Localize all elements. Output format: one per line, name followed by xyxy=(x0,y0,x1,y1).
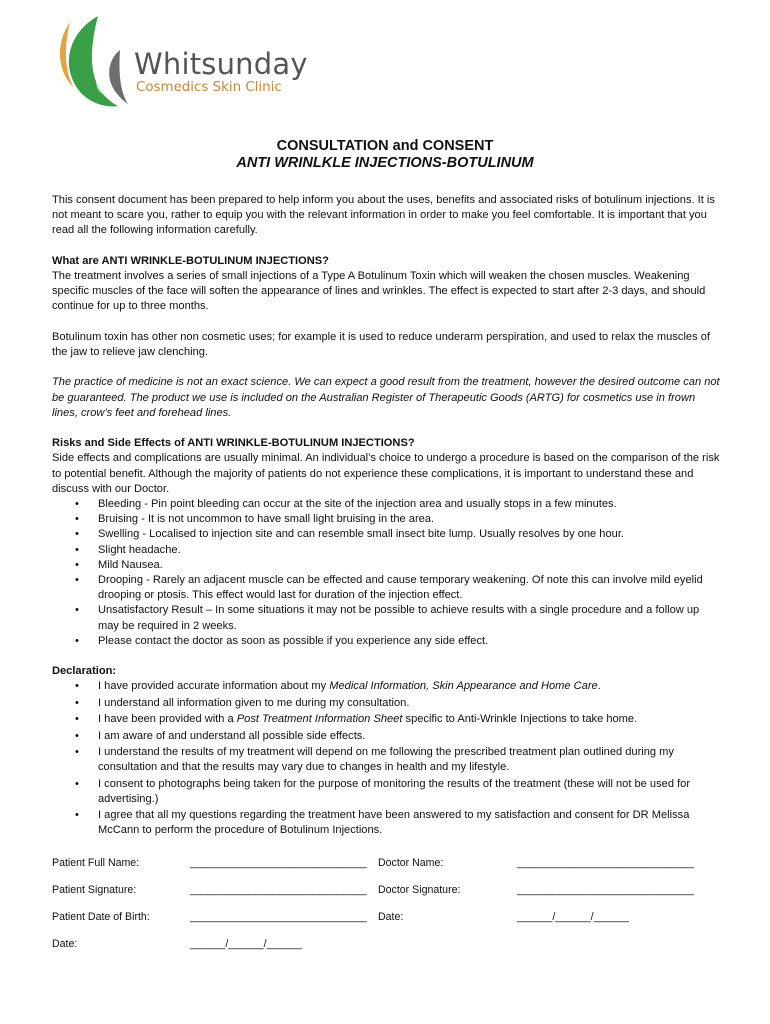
list-item: • I have provided accurate information about my Medical Information, Skin Appearance and Home Care. xyxy=(98,679,722,694)
patient-signature-label: Patient Signature: xyxy=(52,884,137,896)
logo-wordmark: Whitsunday xyxy=(134,47,308,81)
form-row-names xyxy=(52,857,732,871)
intro-paragraph: This consent document has been prepared to help inform you about the uses, benefits and associated risks of botulinum injections. It is not meant to scare you, rather to equip you with the relevant information in order to make you feel comfortable. It is important that you read all the following information carefully. xyxy=(52,194,715,237)
risks-paragraph: Side effects and complications are usually minimal. An individual’s choice to undergo a procedure is based on the comparison of the risk to potential benefit. Although the majority of patients do not experience these complications, it is important to understand these and discuss with our Doctor. xyxy=(52,452,720,495)
document-body xyxy=(52,193,722,840)
dob-field[interactable]: ______________________________ xyxy=(190,911,367,923)
form-row-dates xyxy=(52,911,732,925)
list-item: • I understand the results of my treatment will depend on me following the prescribed treatment plan outlined during my consultation and that the results may vary due to changes in health and my lifestyle. xyxy=(98,745,722,775)
list-item: • Drooping - Rarely an adjacent muscle can be effected and cause temporary weakening. Of note this can involve mild eyelid drooping or ptosis. This effect would last for duration of the injection effect. xyxy=(98,573,722,603)
patient-date-label: Date: xyxy=(52,938,78,950)
leaf-face-logo-icon xyxy=(52,14,132,114)
logo-subtitle: Cosmedics Skin Clinic xyxy=(136,80,282,95)
list-item: • I am aware of and understand all possible side effects. xyxy=(98,729,722,744)
list-item: • Slight headache. xyxy=(98,543,722,558)
doctor-signature-field[interactable]: ______________________________ xyxy=(517,884,694,896)
doctor-date-label: Date: xyxy=(378,911,404,923)
form-row-patient-date xyxy=(52,938,732,952)
document-subtitle: ANTI WRINLKLE INJECTIONS-BOTULINUM xyxy=(236,155,534,171)
clinic-logo xyxy=(52,14,312,114)
patient-signature-field[interactable]: ______________________________ xyxy=(190,884,367,896)
doctor-name-label: Doctor Name: xyxy=(378,857,444,869)
list-item: • Swelling - Localised to injection site and can resemble small insect bite lump. Usually resolves by one hour. xyxy=(98,527,722,542)
other-uses-paragraph: Botulinum toxin has other non cosmetic uses; for example it is used to reduce underarm perspiration, and used to relax the muscles of the jaw to relieve jaw clenching. xyxy=(52,330,710,358)
list-item: • Unsatisfactory Result – In some situations it may not be possible to achieve results with a single procedure and a follow up may be required in 2 weeks. xyxy=(98,603,722,633)
what-paragraph: The treatment involves a series of small injections of a Type A Botulinum Toxin which will weaken the chosen muscles. Weakening specific muscles of the face will soften the appearance of lines and wrinkles. The effect is expected to start after 2-3 days, and should continue for up to three months. xyxy=(52,270,706,313)
list-item: • I consent to photographs being taken for the purpose of monitoring the results of the treatment (these will not be used for advertising.) xyxy=(98,777,722,807)
list-item: • Bruising - It is not uncommon to have small light bruising in the area. xyxy=(98,512,722,527)
patient-name-field[interactable]: ______________________________ xyxy=(190,857,367,869)
doctor-name-field[interactable]: ______________________________ xyxy=(517,857,694,869)
patient-date-field[interactable]: ______/______/______ xyxy=(190,938,302,950)
declaration-heading: Declaration: xyxy=(52,665,117,678)
list-item: • Bleeding - Pin point bleeding can occur at the site of the injection area and usually stops in a few minutes. xyxy=(98,497,722,512)
doctor-date-field[interactable]: ______/______/______ xyxy=(517,911,629,923)
patient-name-label: Patient Full Name: xyxy=(52,857,140,869)
declaration-list xyxy=(52,679,722,838)
doctor-signature-label: Doctor Signature: xyxy=(378,884,461,896)
list-item: • Please contact the doctor as soon as possible if you experience any side effect. xyxy=(98,634,722,649)
list-item: • I understand all information given to me during my consultation. xyxy=(98,696,722,711)
risks-heading: Risks and Side Effects of ANTI WRINKLE-BOTULINUM INJECTIONS? xyxy=(52,437,415,450)
what-heading: What are ANTI WRINKLE-BOTULINUM INJECTIONS? xyxy=(52,254,329,267)
document-title: CONSULTATION and CONSENT xyxy=(276,138,494,154)
practice-paragraph: The practice of medicine is not an exact science. We can expect a good result from the treatment, however the desired outcome can not be guaranteed. The product we use is included on the Australian Register of Therapeutic Goods (ARTG) for cosmetics use in frown lines, crow’s feet and forehead lines. xyxy=(52,376,720,419)
list-item: • I have been provided with a Post Treatment Information Sheet specific to Anti-Wrinkle Injections to take home. xyxy=(98,712,722,727)
list-item: • I agree that all my questions regarding the treatment have been answered to my satisfaction and consent for DR Melissa McCann to perform the procedure of Botulinum Injections. xyxy=(98,808,722,838)
form-row-signatures xyxy=(52,884,732,898)
dob-label: Patient Date of Birth: xyxy=(52,911,150,923)
list-item: • Mild Nausea. xyxy=(98,558,722,573)
risks-list xyxy=(52,497,722,649)
